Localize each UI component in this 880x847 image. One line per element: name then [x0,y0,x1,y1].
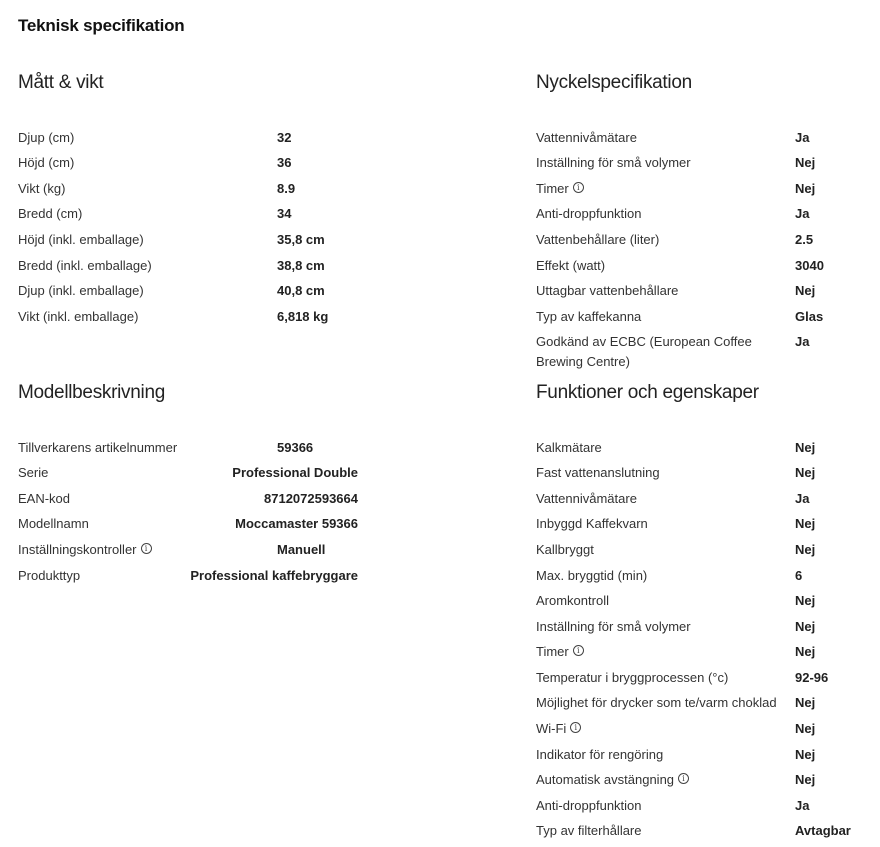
spec-label [536,821,795,841]
info-icon[interactable]: i [573,645,584,656]
spec-value: Nej [795,618,816,634]
spec-label [536,281,795,301]
spec-row [18,256,358,276]
spec-value: 35,8 cm [277,231,325,247]
spec-label [536,566,795,586]
spec-row [536,693,876,713]
spec-row [536,438,876,458]
spec-label-text: Timer [536,644,569,660]
spec-label-text: Indikator för rengöring [536,746,664,762]
spec-row [18,153,358,173]
spec-label-text: Vikt (kg) [18,180,66,196]
spec-row [536,566,876,586]
spec-label [18,128,277,148]
spec-label-text: Typ av filterhållare [536,823,642,839]
section-modellbeskrivning [18,366,358,591]
spec-value: Nej [795,155,816,171]
section-title: Nyckelspecifikation [536,71,692,93]
info-icon[interactable]: i [678,773,689,784]
spec-label [536,514,795,534]
spec-value: Ja [795,490,810,506]
spec-label [536,668,795,688]
spec-label-text: Höjd (cm) [18,155,75,171]
spec-value: Nej [795,541,816,557]
section-title: Modellbeskrivning [18,381,165,403]
spec-row [536,719,876,739]
spec-label-text: Vattennivåmätare [536,490,637,506]
spec-row [536,204,876,224]
spec-label-text: Inställning för små volymer [536,155,691,171]
spec-value: Nej [795,180,816,196]
spec-label-text: Fast vattenanslutning [536,465,660,481]
spec-row [536,179,876,199]
section-title: Mått & vikt [18,71,104,93]
spec-label-text: Aromkontroll [536,593,609,609]
spec-row [18,514,358,534]
spec-row [536,307,876,327]
spec-label [536,463,795,483]
spec-row [18,179,358,199]
spec-value: 3040 [795,257,824,273]
spec-label [18,230,277,250]
spec-label [536,540,795,560]
spec-label [536,438,795,458]
spec-label [536,796,795,816]
spec-row [536,642,876,662]
spec-value: Nej [795,465,816,481]
spec-row [536,591,876,611]
spec-label [18,540,277,560]
spec-label-text: Godkänd av ECBC (European Coffee Brewing Centre) [536,334,752,369]
spec-label-text: Tillverkarens artikelnummer [18,439,178,455]
spec-value: Nej [795,772,816,788]
spec-label-text: Automatisk avstängning [536,772,675,788]
spec-label [536,693,795,713]
spec-value: 2.5 [795,231,814,247]
spec-label [536,719,795,739]
spec-value: 6 [795,567,803,583]
spec-label [18,514,235,534]
spec-value: Nej [795,695,816,711]
spec-row [18,128,358,148]
spec-label-text: Kallbryggt [536,541,594,557]
spec-label-text: Djup (cm) [18,129,75,145]
spec-row [536,821,876,841]
spec-label [18,281,277,301]
spec-value: Ja [795,206,810,222]
spec-list [536,438,876,841]
spec-label [18,179,277,199]
spec-row [536,796,876,816]
spec-value: 8.9 [277,180,296,196]
spec-value: Avtagbar [795,823,851,839]
spec-label-text: Typ av kaffekanna [536,308,642,324]
spec-row [18,307,358,327]
spec-value: 92-96 [795,669,829,685]
spec-label [536,770,795,790]
spec-value: Professional Double [232,465,358,481]
spec-value: 8712072593664 [264,490,358,506]
spec-value: Nej [795,721,816,737]
spec-label [18,489,264,509]
spec-row [536,745,876,765]
section-nyckelspecifikation [536,56,876,377]
spec-value: Ja [795,129,810,145]
spec-row [536,489,876,509]
spec-value: Nej [795,593,816,609]
spec-label-text: Inställning för små volymer [536,618,691,634]
spec-label-text: Vikt (inkl. emballage) [18,308,139,324]
section-title: Funktioner och egenskaper [536,381,759,403]
spec-label [18,566,190,586]
spec-value: 40,8 cm [277,283,325,299]
spec-row [18,540,358,560]
spec-label-text: Modellnamn [18,516,89,532]
spec-row [536,770,876,790]
spec-list [536,128,876,372]
spec-label-text: Serie [18,465,49,481]
spec-value: Nej [795,439,816,455]
info-icon[interactable]: i [570,722,581,733]
spec-value: 38,8 cm [277,257,325,273]
spec-label [18,307,277,327]
spec-value: 32 [277,129,292,145]
section-funktioner-och-egenskaper [536,366,876,847]
spec-label-text: Wi-Fi [536,721,567,737]
spec-label [18,256,277,276]
spec-value: Ja [795,797,810,813]
spec-label [536,128,795,148]
spec-row [536,256,876,276]
spec-value: 34 [277,206,292,222]
spec-row [18,463,358,483]
spec-label-text: Bredd (cm) [18,206,83,222]
spec-row [536,540,876,560]
spec-row [536,281,876,301]
spec-value: Nej [795,516,816,532]
spec-row [18,281,358,301]
spec-label [536,204,795,224]
spec-row [536,514,876,534]
spec-label-text: Effekt (watt) [536,257,606,273]
info-icon[interactable]: i [573,182,584,193]
spec-row [536,230,876,250]
spec-label-text: Djup (inkl. emballage) [18,283,144,299]
spec-label-text: Anti-droppfunktion [536,797,642,813]
spec-label [536,230,795,250]
spec-row [18,566,358,586]
spec-label-text: Uttagbar vattenbehållare [536,283,679,299]
spec-label [18,153,277,173]
spec-value: Nej [795,283,816,299]
spec-row [18,438,358,458]
spec-label-text: Inställningskontroller [18,541,137,557]
spec-label-text: Möjlighet för drycker som te/varm choklad [536,695,777,711]
spec-label-text: Temperatur i bryggprocessen (°c) [536,669,729,685]
page-title: Teknisk specifikation [18,16,185,36]
spec-value: 59366 [277,439,314,455]
spec-value: Ja [795,334,810,350]
spec-row [536,617,876,637]
info-icon[interactable]: i [141,543,152,554]
spec-row [536,668,876,688]
spec-label-text: Bredd (inkl. emballage) [18,257,152,273]
spec-label [18,463,232,483]
spec-label [536,591,795,611]
spec-label [536,642,795,662]
spec-label-text: Inbyggd Kaffekvarn [536,516,648,532]
section-matt-vikt [18,56,358,332]
spec-value: Nej [795,746,816,762]
spec-value: 36 [277,155,292,171]
spec-list [18,438,358,585]
spec-label [536,256,795,276]
spec-label [536,617,795,637]
spec-list [18,128,358,327]
spec-label-text: Anti-droppfunktion [536,206,642,222]
spec-label-text: Höjd (inkl. emballage) [18,231,144,247]
spec-row [18,230,358,250]
spec-label-text: EAN-kod [18,490,71,506]
spec-value: Glas [795,308,824,324]
spec-label-text: Max. bryggtid (min) [536,567,648,583]
spec-label [18,438,277,458]
spec-value: Moccamaster 59366 [235,516,358,532]
spec-row [18,204,358,224]
spec-row [536,463,876,483]
spec-row [536,128,876,148]
spec-label [536,153,795,173]
spec-value: Manuell [277,541,326,557]
spec-label-text: Vattenbehållare (liter) [536,231,660,247]
spec-label-text: Vattennivåmätare [536,129,637,145]
spec-value: Nej [795,644,816,660]
spec-value: 6,818 kg [277,308,329,324]
spec-label [536,307,795,327]
spec-row [18,489,358,509]
spec-value: Professional kaffebryggare [190,567,358,583]
spec-label-text: Kalkmätare [536,439,602,455]
spec-label [536,179,795,199]
spec-label [18,204,277,224]
spec-label-text: Produkttyp [18,567,81,583]
spec-label [536,489,795,509]
spec-row [536,153,876,173]
spec-label [536,745,795,765]
spec-label-text: Timer [536,180,569,196]
